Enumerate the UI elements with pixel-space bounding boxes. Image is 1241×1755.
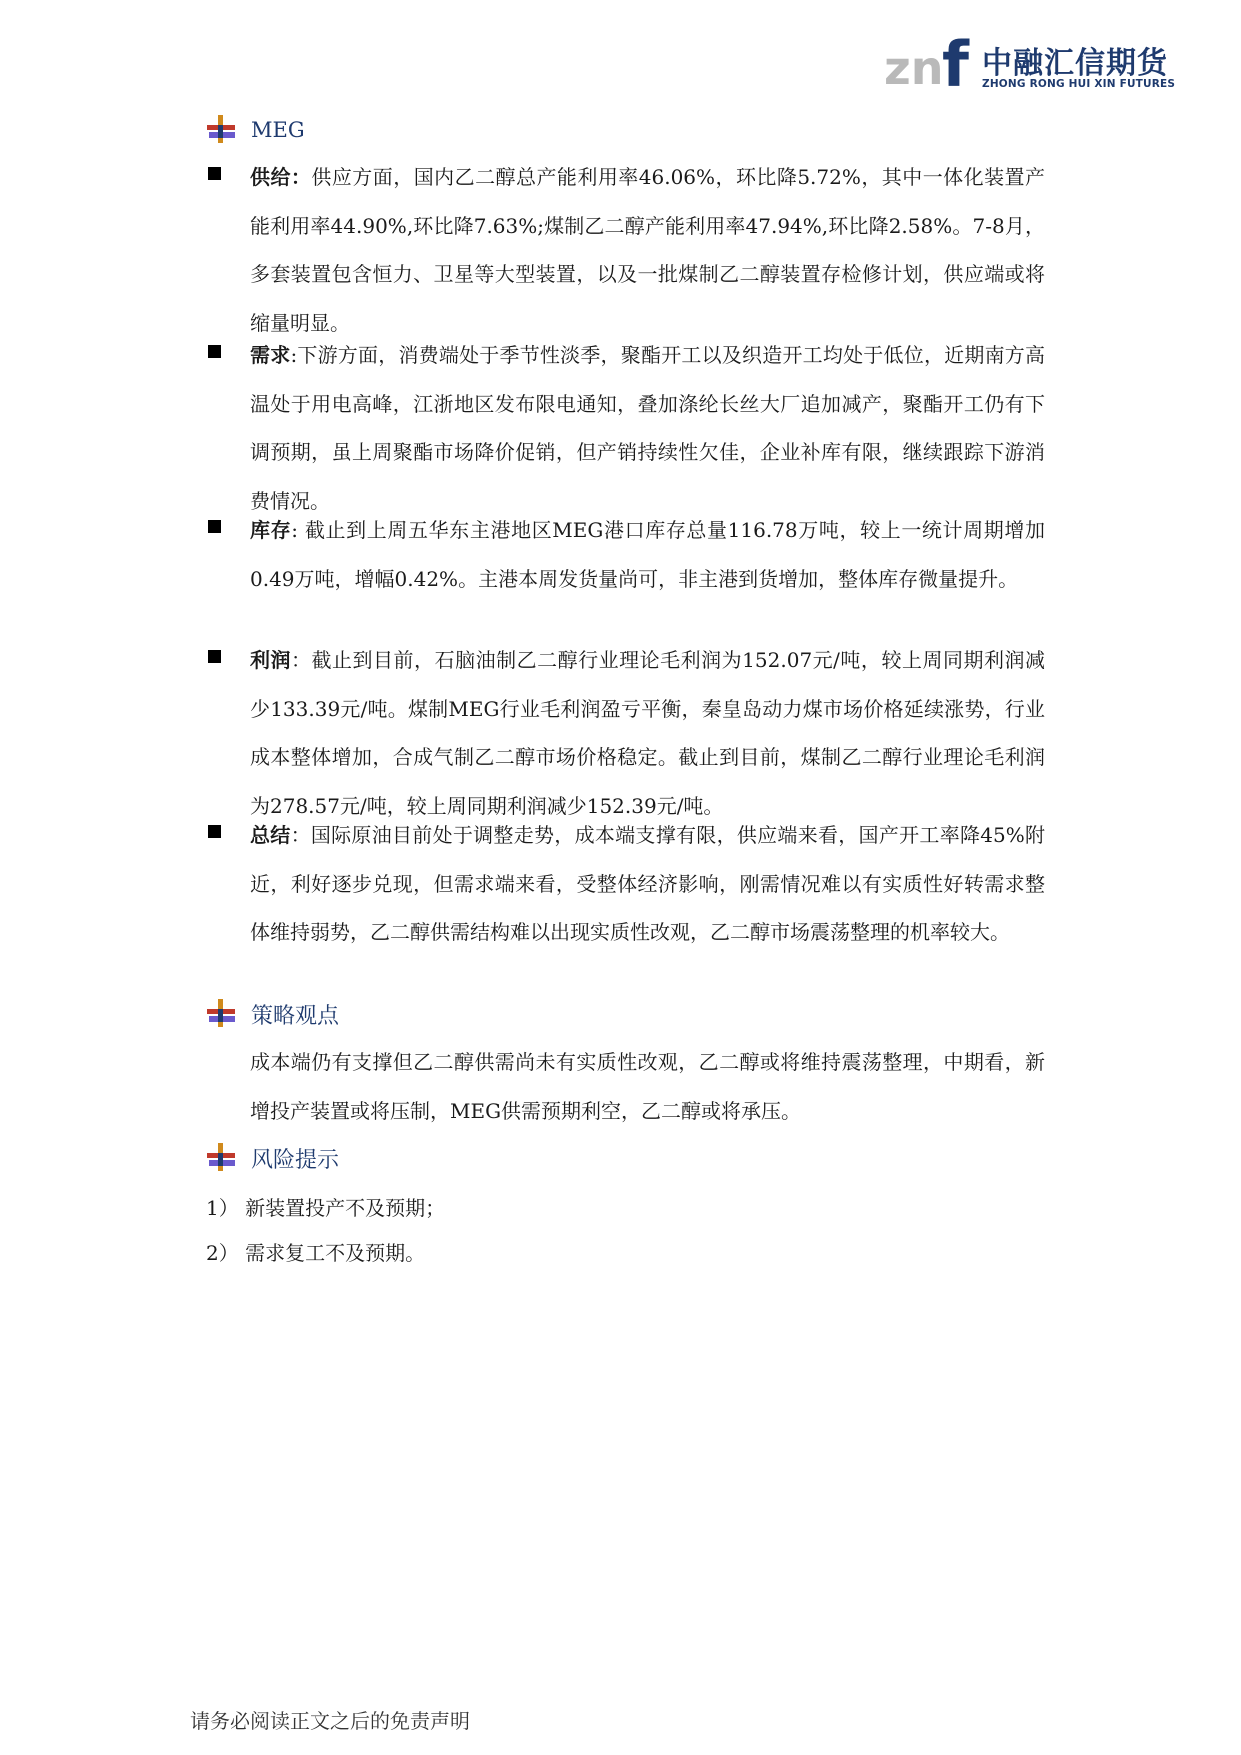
- cross-bullet-icon: [205, 1141, 239, 1175]
- logo-english-name: ZHONG RONG HUI XIN FUTURES: [982, 78, 1176, 90]
- item-text: :下游方面，消费端处于季节性淡季，聚酯开工以及织造开工均处于低位，近期南方高温处于用电高峰，江浙地区发布限电通知，叠加涤纶长丝大厂追加减产，聚酯开工仍有下调预期，虽上周聚酯市场降价促销，但产销持续性欠佳，企业补库有限，继续跟踪下游消费情况。: [250, 343, 1046, 513]
- list-item: [205, 153, 1045, 347]
- risk-item: 1） 新装置投产不及预期；: [206, 1196, 446, 1220]
- section-title: 策略观点: [251, 1003, 340, 1029]
- square-bullet-icon: [208, 520, 221, 533]
- item-label: 需求: [250, 343, 291, 367]
- square-bullet-icon: [208, 650, 221, 663]
- list-item: [205, 331, 1045, 525]
- item-text: ：国际原油目前处于调整走势，成本端支撑有限，供应端来看，国产开工率降45%附近，利好逐步兑现，但需求端来看，受整体经济影响，刚需情况难以有实质性好转需求整体维持弱势，乙二醇供需结构难以出现实质性改观，乙二醇市场震荡整理的机率较大。: [250, 823, 1046, 944]
- logo-chinese-name: 中融汇信期货: [982, 46, 1168, 81]
- cross-bullet-icon: [205, 997, 239, 1031]
- strategy-paragraph: 成本端仍有支撑但乙二醇供需尚未有实质性改观，乙二醇或将维持震荡整理，中期看，新增投产装置或将压制，MEG供需预期利空，乙二醇或将承压。: [250, 1050, 1045, 1123]
- risk-item: 2） 需求复工不及预期。: [206, 1241, 426, 1265]
- item-label: 库存: [250, 518, 292, 542]
- square-bullet-icon: [208, 345, 221, 358]
- item-label: 供给：: [250, 165, 312, 189]
- square-bullet-icon: [208, 825, 221, 838]
- item-label: 总结: [250, 823, 291, 847]
- cross-bullet-icon: [205, 113, 239, 147]
- list-item: [205, 506, 1045, 603]
- svg-text:zn: zn: [884, 41, 944, 94]
- section-heading-strategy: [205, 994, 339, 1034]
- square-bullet-icon: [208, 167, 221, 180]
- section-heading-risk: [205, 1138, 339, 1178]
- svg-text:f: f: [942, 28, 969, 94]
- list-item: [205, 636, 1045, 830]
- item-text: ：截止到目前，石脑油制乙二醇行业理论毛利润为152.07元/吨，较上周同期利润减少133.39元/吨。煤制MEG行业毛利润盈亏平衡，秦皇岛动力煤市场价格延续涨势，行业成本整体增加，合成气制乙二醇市场价格稳定。截止到目前，煤制乙二醇行业理论毛利润为278.57元/吨，较上周同期利润减少152.39元/吨。: [250, 648, 1045, 818]
- section-heading-meg: [205, 110, 305, 150]
- company-logo: [884, 28, 1184, 98]
- znf-logo-icon: [884, 28, 980, 94]
- item-label: 利润: [250, 648, 292, 672]
- item-text: : 截止到上周五华东主港地区MEG港口库存总量116.78万吨，较上一统计周期增加0.49万吨，增幅0.42%。主港本周发货量尚可，非主港到货增加，整体库存微量提升。: [250, 518, 1045, 591]
- disclaimer-footer: 请务必阅读正文之后的免责声明: [190, 1709, 470, 1733]
- section-title: MEG: [251, 118, 305, 142]
- list-item: [205, 811, 1045, 957]
- item-text: 供应方面，国内乙二醇总产能利用率46.06%，环比降5.72%，其中一体化装置产能利用率44.90%,环比降7.63%;煤制乙二醇产能利用率47.94%,环比降2.58%。7-8月，多套装置包含恒力、卫星等大型装置，以及一批煤制乙二醇装置存检修计划，供应端或将缩量明显。: [250, 165, 1046, 335]
- section-title: 风险提示: [251, 1147, 340, 1173]
